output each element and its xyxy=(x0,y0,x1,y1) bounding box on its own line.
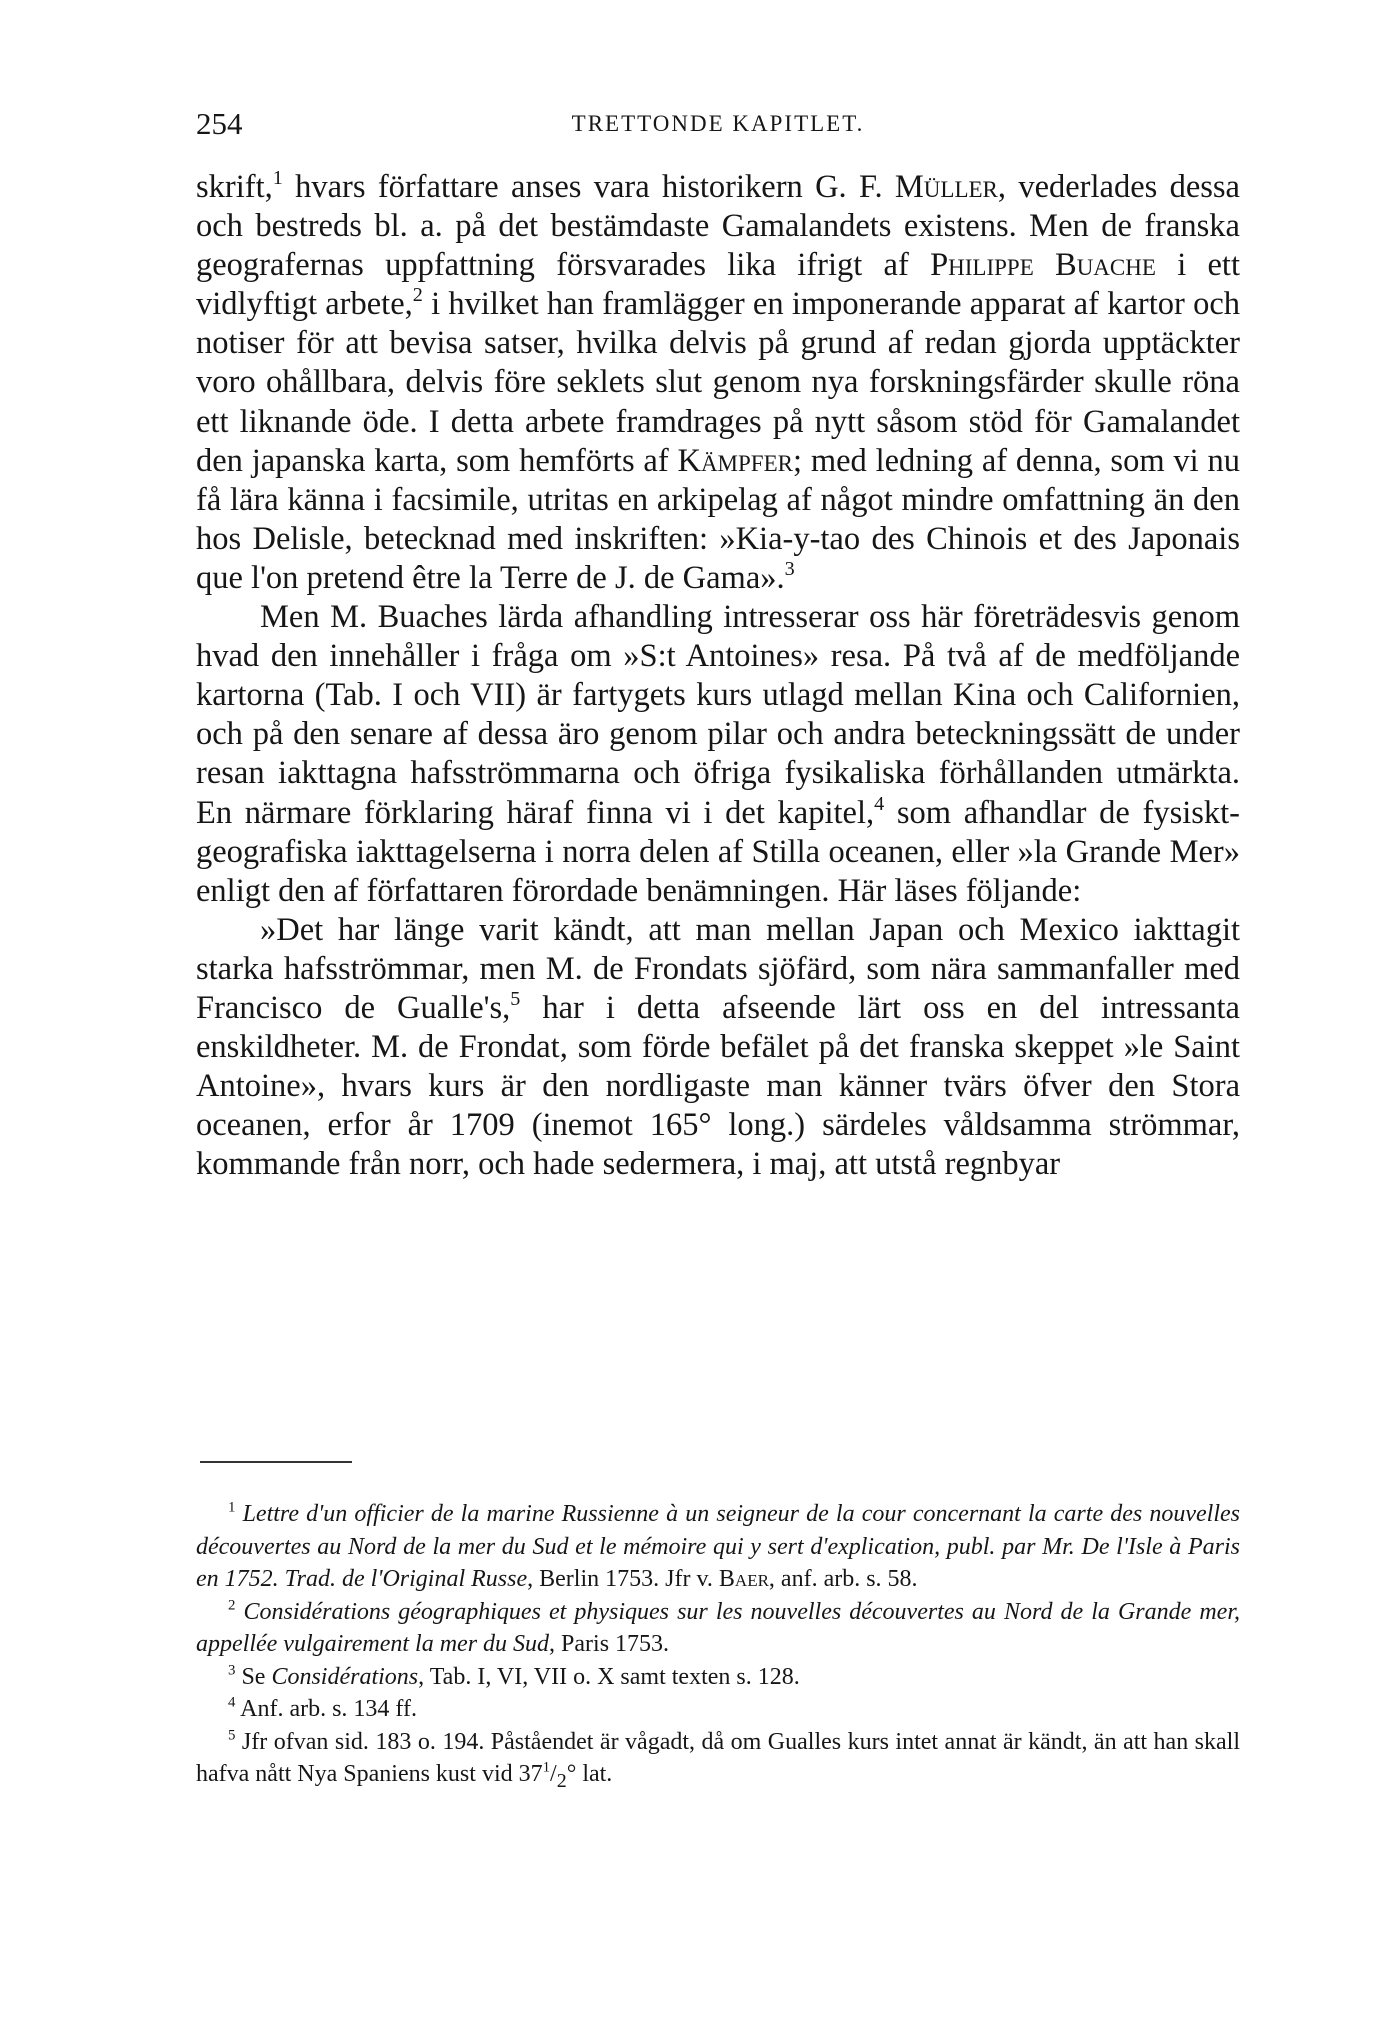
footnote-3: $^3$ Se Considérations, Tab. I, VI, VII o. X samt texten s. 128. xyxy=(228,1661,800,1690)
body-text xyxy=(196,168,1240,1184)
page-number: 254 xyxy=(196,106,243,141)
running-head: TRETTONDE KAPITLET. xyxy=(571,111,865,136)
footnote-rule xyxy=(200,1461,352,1463)
paragraph-1: skrift,$^1$ hvars författare anses vara historikern G. F. Müller, vederlades dessa och bestreds bl. a. på det bestämdaste Gamalandets existens. Men de franska geografernas uppfattning försvarades lika ifrigt af Philippe Buache i ett vidlyftigt arbete,$^2$ i hvilket han framlägger en imponerande apparat af kartor och notiser för att bevisa satser, hvilka delvis på grund af redan gjorda upptäckter voro ohållbara, delvis före seklets slut genom nya forskningsfärder skulle röna ett liknande öde. I detta arbete framdrages på nytt såsom stöd för Gamalandet den japanska karta, som hemförts af Kämpfer; med ledning af denna, som vi nu få lära känna i facsimile, utritas en arkipelag af något mindre omfattning än den hos Delisle, betecknad med inskriften: »Kia-y-tao des Chinois et des Japonais que l'on pretend être la Terre de J. de Gama».$^3$ xyxy=(196,166,1240,596)
footnote-ref-2: 2 xyxy=(412,284,423,307)
footnote-ref-1: 1 xyxy=(272,166,283,189)
footnote-ref-4: 4 xyxy=(874,792,885,815)
paragraph-2: Men M. Buaches lärda afhandling intresserar oss här företrädesvis genom hvad den innehåller i fråga om »S:t Antoines» resa. På två af de medföljande kartorna (Tab. I och VII) är fartygets kurs utlagd mellan Kina och Californien, och på den senare af dessa äro genom pilar och andra beteckningssätt de under resan iakttagna hafsströmmarna och öfriga fysikaliska förhållanden utmärkta. En närmare förklaring häraf finna vi i det kapitel,$^4$ som afhandlar de fysiskt-geografiska iakttagelserna i norra delen af Stilla oceanen, eller »la Grande Mer» enligt den af författaren förordade benämningen. Här läses följande: xyxy=(196,599,1240,909)
author-name: Müller xyxy=(894,169,998,205)
footnote-ref-3: 3 xyxy=(784,557,795,580)
author-name: Kämpfer xyxy=(677,442,793,479)
page-header xyxy=(196,104,1240,144)
footnote-4: $^4$ Anf. arb. s. 134 ff. xyxy=(228,1694,417,1722)
footnote-ref-5: 5 xyxy=(510,987,521,1010)
footnote-1: $^1$ Lettre d'un officier de la marine Russienne à un seigneur de la cour concernant la carte des nouvelles découvertes au Nord de la mer du Sud et le mémoire qui y sert d'explication, publ. par Mr. De l'Isle à Paris en 1752. Trad. de l'Original Russe, Berlin 1753. Jfr v. Baer, anf. arb. s. 58. xyxy=(196,1499,1241,1592)
author-name: Philippe Buache xyxy=(930,247,1156,284)
footnote-2: $^2$ Considérations géographiques et physiques sur les nouvelles découvertes au Nord de la Grande mer, appellée vulgairement la mer du Sud, Paris 1753. xyxy=(196,1596,1241,1657)
footnote-5: $^5$ Jfr ofvan sid. 183 o. 194. Påståendet är vågadt, då om Gualles kurs intet annat är kändt, än att han skall hafva nått Nya Spaniens kust vid $37^1/_2^\circ$ lat. xyxy=(196,1726,1240,1792)
footnotes xyxy=(196,1498,1240,1797)
paragraph-3: »Det har länge varit kändt, att man mellan Japan och Mexico iakttagit starka hafsströmmar, men M. de Frondats sjöfärd, som nära sammanfaller med Francisco de Gualle's,$^5$ har i detta afseende lärt oss en del intressanta enskildheter. M. de Frondat, som förde befälet på det franska skeppet »le Saint Antoine», hvars kurs är den nordligaste man känner tvärs öfver den Stora oceanen, erfor år 1709 (inemot 165° long.) särdeles våldsamma strömmar, kommande från norr, och hade sedermera, i maj, att utstå regnbyar xyxy=(196,911,1240,1183)
